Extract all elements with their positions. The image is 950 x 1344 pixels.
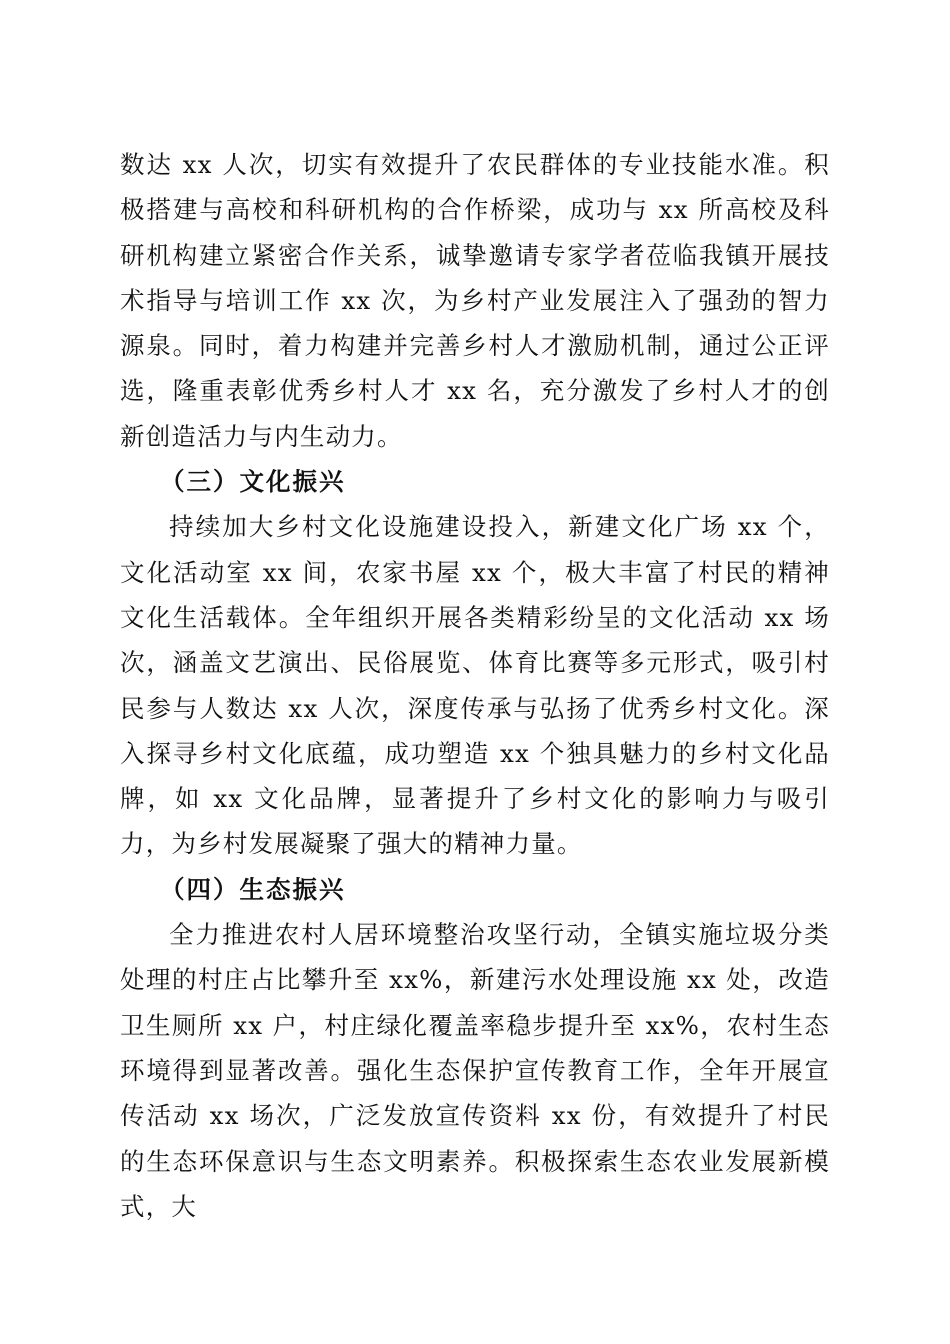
section-paragraph-culture: 持续加大乡村文化设施建设投入，新建文化广场 xx 个，文化活动室 xx 间，农家书屋 xx 个，极大丰富了村民的精神文化生活载体。全年组织开展各类精彩纷呈的文化活动 xx 场次，涵盖文艺演出、民俗展览、体育比赛等多元形式，吸引村民参与人数达 xx 人次，深度传承与弘扬了优秀乡村文化。深入探寻乡村文化底蕴，成功塑造 xx 个独具魅力的乡村文化品牌，如 xx 文化品牌，显著提升了乡村文化的影响力与吸引力，为乡村发展凝聚了强大的精神力量。	[120, 512, 830, 859]
continuation-paragraph: 数达 xx 人次，切实有效提升了农民群体的专业技能水准。积极搭建与高校和科研机构的合作桥梁，成功与 xx 所高校及科研机构建立紧密合作关系，诚挚邀请专家学者莅临我镇开展技术指导与培训工作 xx 次，为乡村产业发展注入了强劲的智力源泉。同时，着力构建并完善乡村人才激励机制，通过公正评选，隆重表彰优秀乡村人才 xx 名，充分激发了乡村人才的创新创造活力与内生动力。	[120, 150, 830, 451]
section-paragraph-ecology: 全力推进农村人居环境整治攻坚行动，全镇实施垃圾分类处理的村庄占比攀升至 xx%，新建污水处理设施 xx 处，改造卫生厕所 xx 户，村庄绿化覆盖率稳步提升至 xx%，农村生态环境得到显著改善。强化生态保护宣传教育工作，全年开展宣传活动 xx 场次，广泛发放宣传资料 xx 份，有效提升了村民的生态环保意识与生态文明素养。积极探索生态农业发展新模式，大	[120, 920, 830, 1221]
document-body	[120, 142, 830, 1229]
section-heading-ecology: （四）生态振兴	[160, 874, 346, 904]
section-heading-culture: （三）文化振兴	[160, 467, 346, 497]
